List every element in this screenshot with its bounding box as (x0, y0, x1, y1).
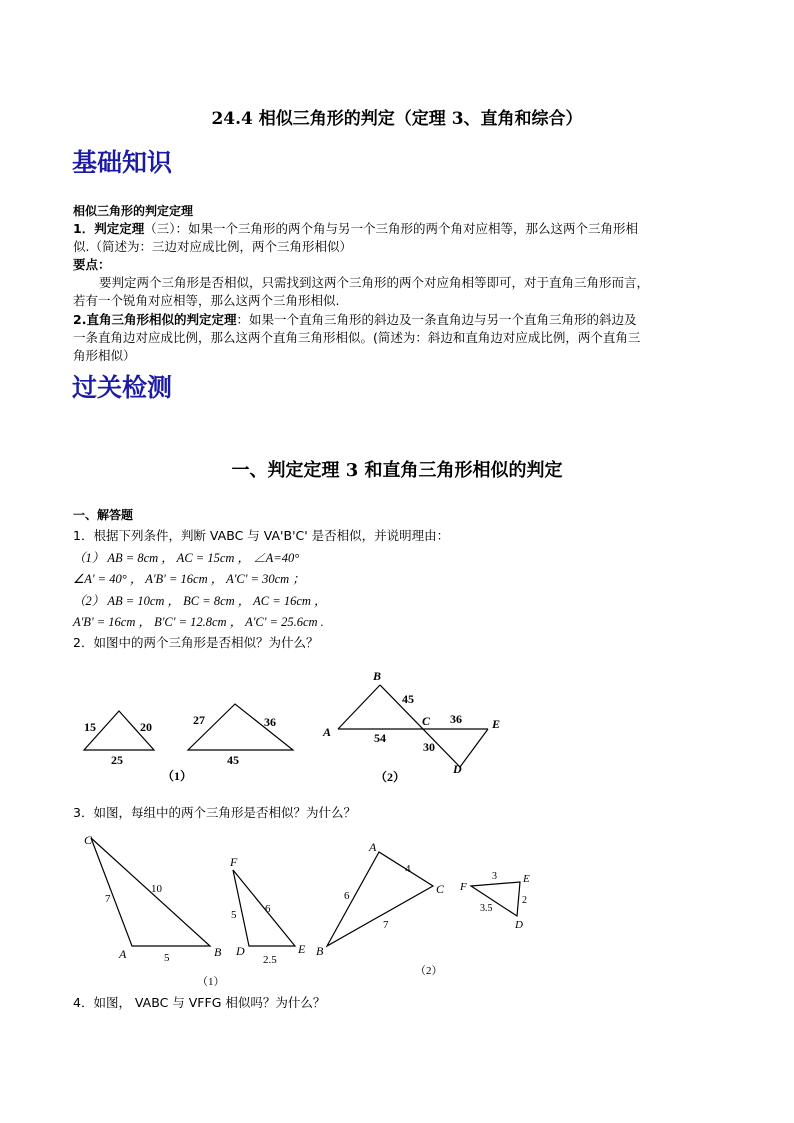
side-label: 4 (405, 863, 411, 875)
section-heading-basics: 基础知识 (72, 148, 173, 177)
vertex-label: A (369, 840, 377, 854)
key-points-label: 要点： (73, 257, 111, 272)
vertex-label: C (422, 714, 431, 728)
theorem-2 (73, 311, 636, 329)
side-label: 27 (193, 713, 205, 727)
side-label: 6 (344, 890, 350, 902)
vertex-label: F (460, 881, 467, 893)
side-label: 2 (522, 895, 527, 906)
page-title: 24.4 相似三角形的判定（定理 3、直角和综合） (211, 109, 583, 129)
side-label: 36 (264, 715, 276, 729)
key-points-line-2: 若有一个锐角对应相等，那么这两个三角形相似. (73, 293, 340, 308)
side-label: 6 (265, 903, 271, 915)
q2-figure-1 (75, 700, 305, 790)
vertex-label: A (323, 725, 332, 739)
side-label: 10 (151, 883, 162, 895)
side-label: 7 (383, 919, 389, 931)
question-section-label: 一、解答题 (73, 508, 134, 522)
vertex-label: F (230, 855, 238, 869)
question-1-condition-2b: A'B' = 16cm ， B'C' = 12.8cm ， A'C' = 25.6cm . (73, 615, 324, 629)
side-label: 5 (231, 909, 237, 921)
question-1-text: 1．根据下列条件，判断 VABC 与 VA'B'C' 是否相似，并说明理由： (73, 528, 450, 543)
vertex-label: E (492, 717, 501, 731)
question-3-text: 3．如图，每组中的两个三角形是否相似？为什么？ (73, 805, 356, 820)
theorem-2-number: 2. (73, 312, 87, 327)
theorem-1-continuation: 似.（简述为：三边对应成比例，两个三角形相似） (73, 239, 352, 254)
vertex-label: D (236, 944, 245, 958)
figure-caption: （2） (415, 965, 443, 977)
q3-figure-2 (312, 836, 542, 981)
vertex-label: B (214, 945, 222, 959)
triangle-def (471, 882, 520, 916)
theorem-1 (73, 220, 638, 238)
vertex-label: B (316, 944, 324, 958)
theorem-1-text: （三）：如果一个三角形的两个角与另一个三角形的两个角对应相等，那么这两个三角形相 (144, 221, 638, 236)
vertex-label: E (523, 873, 530, 885)
vertex-label: A (119, 947, 127, 961)
vertex-label: B (373, 669, 382, 683)
vertex-label: C (84, 833, 93, 847)
side-label: 2.5 (263, 954, 277, 966)
question-2-text: 2．如图中的两个三角形是否相似？为什么？ (73, 635, 319, 650)
large-triangle (188, 704, 293, 750)
triangle-abc (327, 852, 433, 946)
vertex-label: D (515, 919, 523, 931)
side-label: 5 (164, 952, 170, 964)
side-label: 36 (450, 712, 462, 726)
figure-caption: （2） (375, 770, 406, 784)
theorem-2-line-3: 角形相似） (73, 348, 136, 363)
figure-caption: （1） (197, 976, 225, 988)
side-label: 54 (374, 731, 386, 745)
vertex-label: C (436, 882, 445, 896)
subsection-heading: 一、判定定理 3 和直角三角形相似的判定 (231, 460, 563, 481)
side-label: 45 (402, 692, 414, 706)
knowledge-heading: 相似三角形的判定定理 (73, 204, 194, 218)
theorem-2-term: 直角三角形相似的判定定理 (86, 312, 237, 327)
theorem-2-text: ：如果一个直角三角形的斜边及一条直角边与另一个直角三角形的斜边及 (236, 312, 637, 327)
side-label: 25 (111, 753, 123, 767)
section-heading-check: 过关检测 (72, 373, 173, 402)
question-1-condition-1a: （1） AB = 8cm ， AC = 15cm ， ∠A=40° (73, 551, 300, 565)
theorem-2-line-2: 一条直角边对应成比例，那么这两个直角三角形相似。(简述为：斜边和直角边对应成比例，两个直角三 (73, 330, 641, 345)
figure-caption: （1） (162, 769, 193, 783)
vertex-label: D (453, 762, 462, 776)
side-label: 3.5 (480, 903, 493, 914)
question-4-text: 4．如图， VABC 与 VFFG 相似吗？为什么？ (73, 995, 326, 1010)
key-points-line-1: 要判定两个三角形是否相似，只需找到这两个三角形的两个对应角相等即可，对于直角三角形而言， (99, 275, 650, 290)
triangle-def (233, 870, 295, 946)
question-1-condition-2a: （2） AB = 10cm ， BC = 8cm ， AC = 16cm ， (73, 594, 327, 608)
side-label: 45 (227, 753, 239, 767)
side-label: 30 (423, 740, 435, 754)
question-1-condition-1b: ∠A' = 40° ， A'B' = 16cm ， A'C' = 30cm ； (73, 572, 305, 586)
theorem-1-number: 1． (73, 221, 95, 236)
vertex-label: E (298, 942, 306, 956)
q3-figure-1 (75, 828, 320, 993)
side-label: 20 (140, 720, 152, 734)
side-label: 3 (492, 871, 497, 882)
side-label: 15 (84, 720, 96, 734)
q2-figure-2 (318, 665, 518, 785)
side-label: 7 (105, 893, 111, 905)
theorem-1-term: 判定定理 (94, 221, 145, 236)
